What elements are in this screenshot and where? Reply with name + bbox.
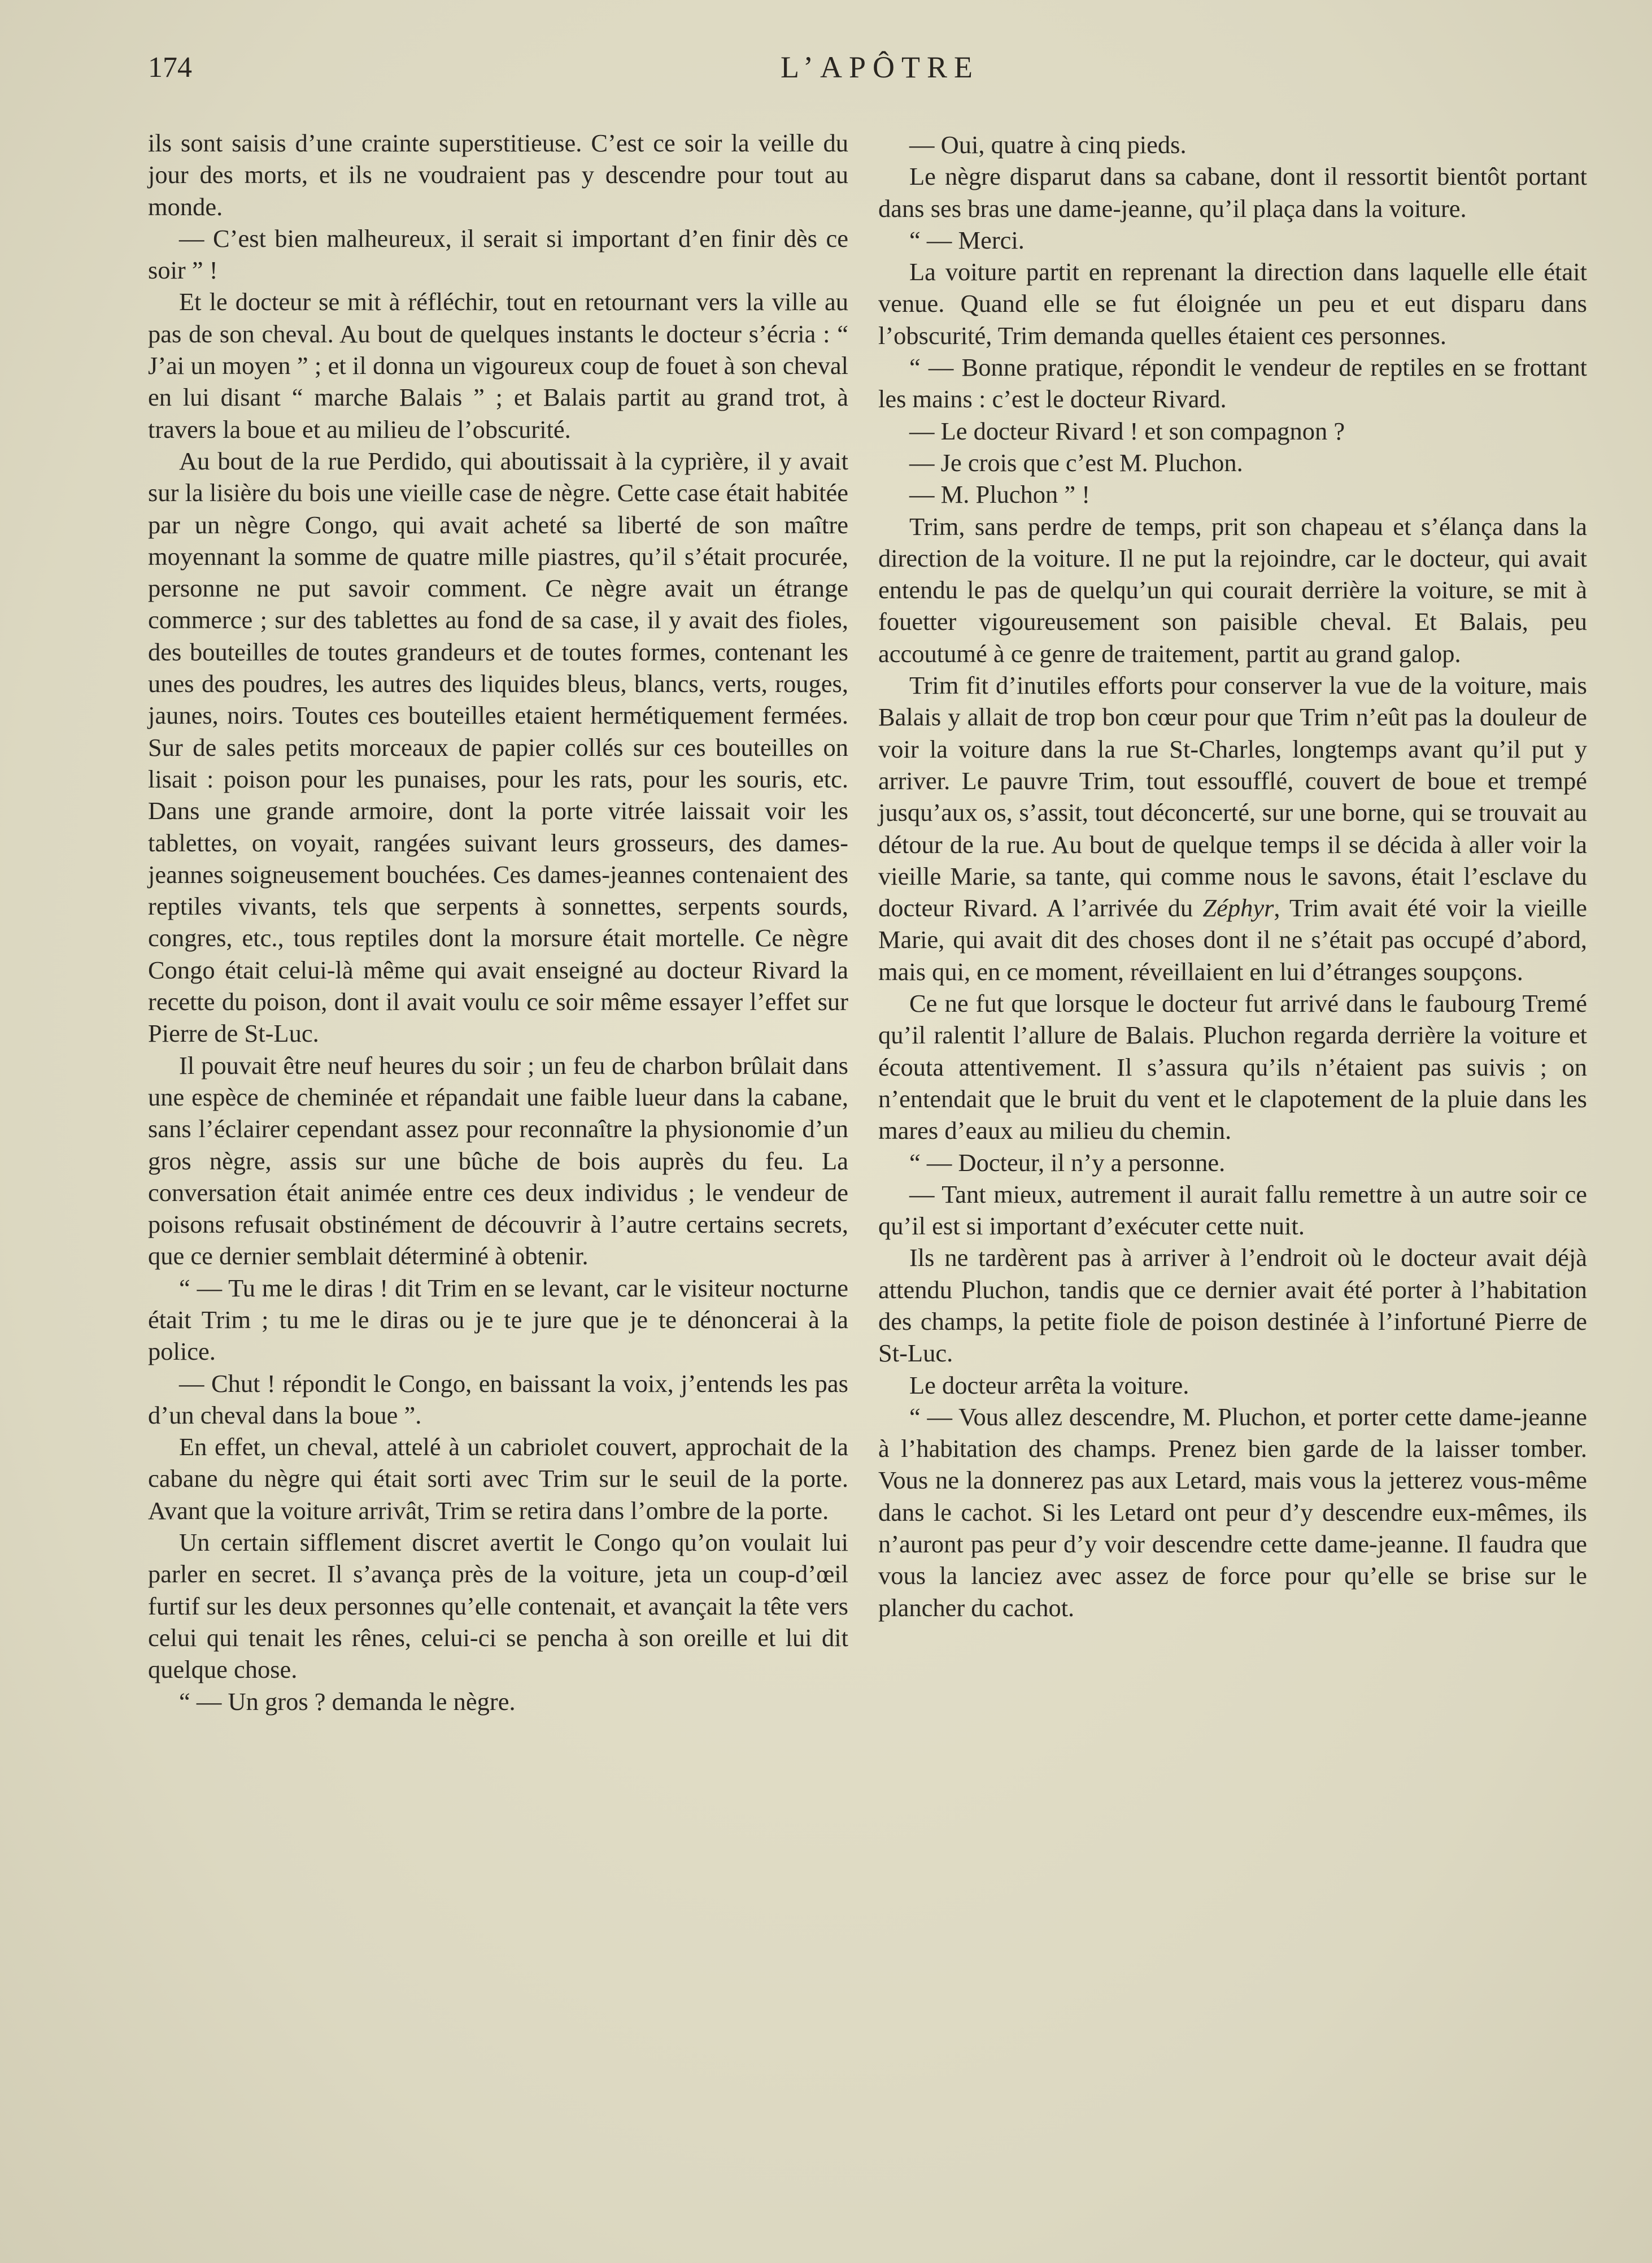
paragraph: “ — Merci.: [909, 225, 1025, 254]
paragraph: — Oui, quatre à cinq pieds.: [909, 130, 1187, 159]
paragraph: Et le docteur se mit à réfléchir, tout en retournant vers la ville au pas de son cheval. Au bout de quelques instants le docteur s’écria : “ J’ai un moyen ” ; et il donna un vigoureux coup de fouet à son cheval en lui disant “ marche Balais ” ; et Balais partit au grand trot, à travers la boue et au milieu de l’obscurité.: [148, 288, 848, 443]
paragraph: Ils ne tardèrent pas à arriver à l’endroit où le docteur avait déjà attendu Pluchon, tandis que ce dernier avait été porter à l’habitation des champs, la petite fiole de poison destinée à l’infortuné Pierre de St-Luc.: [878, 1243, 1587, 1368]
paragraph: — Je crois que c’est M. Pluchon.: [909, 448, 1243, 477]
paragraph: — M. Pluchon ” !: [909, 480, 1091, 509]
paragraph: Le nègre disparut dans sa cabane, dont il ressortit bientôt portant dans ses bras une dame-jeanne, qu’il plaça dans la voiture.: [878, 162, 1587, 223]
paragraph: ils sont saisis d’une crainte superstitieuse. C’est ce soir la veille du jour des morts, et ils ne voudraient pas y descendre pour tout au monde.: [148, 129, 848, 221]
paragraph-text: , Trim avait été voir la vieille Marie, qui avait dit des choses dont il ne s’était pas occupé d’abord, mais qui, en ce moment, réveillaient en lui d’étranges soupçons.: [878, 894, 1587, 986]
paragraph: — C’est bien malheureux, il serait si important d’en finir dès ce soir ” !: [148, 224, 848, 285]
paragraph: Trim, sans perdre de temps, prit son chapeau et s’élança dans la direction de la voiture. Il ne put la rejoindre, car le docteur, qui avait entendu le pas de quelqu’un qui courait derrière la voiture, se mit à fouetter vigoureusement son paisible cheval. Et Balais, peu accoutumé à ce genre de traitement, partit au grand galop.: [878, 512, 1587, 668]
paragraph: [878, 669, 1587, 987]
paragraph: “ — Docteur, il n’y a personne.: [909, 1148, 1226, 1177]
left-column: [148, 127, 848, 1717]
paragraph: Au bout de la rue Perdido, qui aboutissait à la cyprière, il y avait sur la lisière du bois une vieille case de nègre. Cette case était habitée par un nègre Congo, qui avait acheté sa liberté de son maître moyennant la somme de quatre mille piastres, qu’il s’était procurée, personne ne put savoir comment. Ce nègre avait un étrange commerce ; sur des tablettes au fond de sa case, il y avait des fioles, des bouteilles de toutes grandeurs et de toutes formes, contenant les unes des poudres, les autres des liquides bleus, blancs, verts, rouges, jaunes, noirs. Toutes ces bouteilles etaient hermétiquement fermées. Sur de sales petits morceaux de papier collés sur ces bouteilles on lisait : poison pour les punaises, pour les rats, pour les souris, etc. Dans une grande armoire, dont la porte vitrée laissait voir les tablettes, on voyait, rangées suivant leurs grosseurs, des dames-jeannes soigneusement bouchées. Ces dames-jeannes contenaient des reptiles vivants, tels que serpents à sonnettes, serpents sourds, congres, etc., tous reptiles dont la morsure était mortelle. Ce nègre Congo était celui-là même qui avait enseigné au docteur Rivard la recette du poison, dont il avait voulu ce soir même essayer l’effet sur Pierre de St-Luc.: [148, 446, 848, 1048]
paragraph: Il pouvait être neuf heures du soir ; un feu de charbon brûlait dans une espèce de cheminée et répandait une faible lueur dans la cabane, sans l’éclairer cependant assez pour reconnaître la physionomie d’un gros nègre, assis sur une bûche de bois auprès du feu. La conversation était animée entre ces deux individus ; le vendeur de poisons refusait obstinément de découvrir à l’autre certains secrets, que ce dernier semblait déterminé à obtenir.: [148, 1051, 848, 1270]
paragraph: — Tant mieux, autrement il aurait fallu remettre à un autre soir ce qu’il est si important d’exécuter cette nuit.: [878, 1180, 1587, 1241]
paragraph: La voiture partit en reprenant la direction dans laquelle elle était venue. Quand elle se fut éloignée un peu et eut disparu dans l’obscurité, Trim demanda quelles étaient ces personnes.: [878, 258, 1587, 350]
ship-name: Zéphyr: [1202, 894, 1274, 922]
paragraph: Ce ne fut que lorsque le docteur fut arrivé dans le faubourg Tremé qu’il ralentit l’allure de Balais. Pluchon regarda derrière la voiture et écouta attentivement. Il s’assura qu’ils n’étaient pas suivis ; on n’entendait que le bruit du vent et le clapotement de la pluie dans les mares d’eaux au milieu du chemin.: [878, 989, 1587, 1145]
paragraph: En effet, un cheval, attelé à un cabriolet couvert, approchait de la cabane du nègre qui était sorti avec Trim sur le seuil de la porte. Avant que la voiture arrivât, Trim se retira dans l’ombre de la porte.: [148, 1433, 848, 1525]
paragraph: — Chut ! répondit le Congo, en baissant la voix, j’entends les pas d’un cheval dans la boue ”.: [148, 1369, 848, 1429]
paragraph: “ — Un gros ? demanda le nègre.: [179, 1687, 516, 1716]
paragraph: Le docteur arrêta la voiture.: [909, 1370, 1189, 1399]
running-head: L’APÔTRE: [781, 50, 980, 84]
paragraph: “ — Tu me le diras ! dit Trim en se levant, car le visiteur nocturne était Trim ; tu me le diras ou je te jure que je te dénoncerai à la police.: [148, 1273, 848, 1366]
page-number: 174: [148, 51, 192, 84]
paragraph: — Le docteur Rivard ! et son compagnon ?: [909, 416, 1345, 445]
paragraph-text: Trim fit d’inutiles efforts pour conserver la vue de la voiture, mais Balais y allait de trop bon cœur pour que Trim n’eût pas la douleur de voir la voiture dans la rue St-Charles, longtemps avant qu’il put y arriver. Le pauvre Trim, tout essoufflé, couvert de boue et trempé jusqu’aux os, s’assit, tout déconcerté, sur une borne, qui se trouvait au détour de la rue. Au bout de quelque temps il se décida à aller voir la vieille Marie, sa tante, qui comme nous le savons, était l’esclave du docteur Rivard. A l’arrivée du: [878, 671, 1587, 922]
right-column: [878, 129, 1587, 1624]
paragraph: “ — Bonne pratique, répondit le vendeur de reptiles en se frottant les mains : c’est le docteur Rivard.: [878, 353, 1587, 414]
paragraph: Un certain sifflement discret avertit le Congo qu’on voulait lui parler en secret. Il s’avança près de la voiture, jeta un coup-d’œil furtif sur les deux personnes qu’elle contenait, et avançait la tête vers celui qui tenait les rênes, celui-ci se pencha à son oreille et lui dit quelque chose.: [148, 1528, 848, 1684]
page-header: [148, 45, 1612, 90]
paragraph: “ — Vous allez descendre, M. Pluchon, et porter cette dame-jeanne à l’habitation des champs. Prenez bien garde de la laisser tomber. Vous ne la donnerez pas aux Letard, mais vous la jetterez vous-même dans le cachot. Si les Letard ont peur d’y descendre eux-mêmes, ils n’auront pas peur d’y voir descendre cette dame-jeanne. Il faudra que vous la lanciez avec assez de force pour qu’elle se brise sur le plancher du cachot.: [878, 1402, 1587, 1622]
